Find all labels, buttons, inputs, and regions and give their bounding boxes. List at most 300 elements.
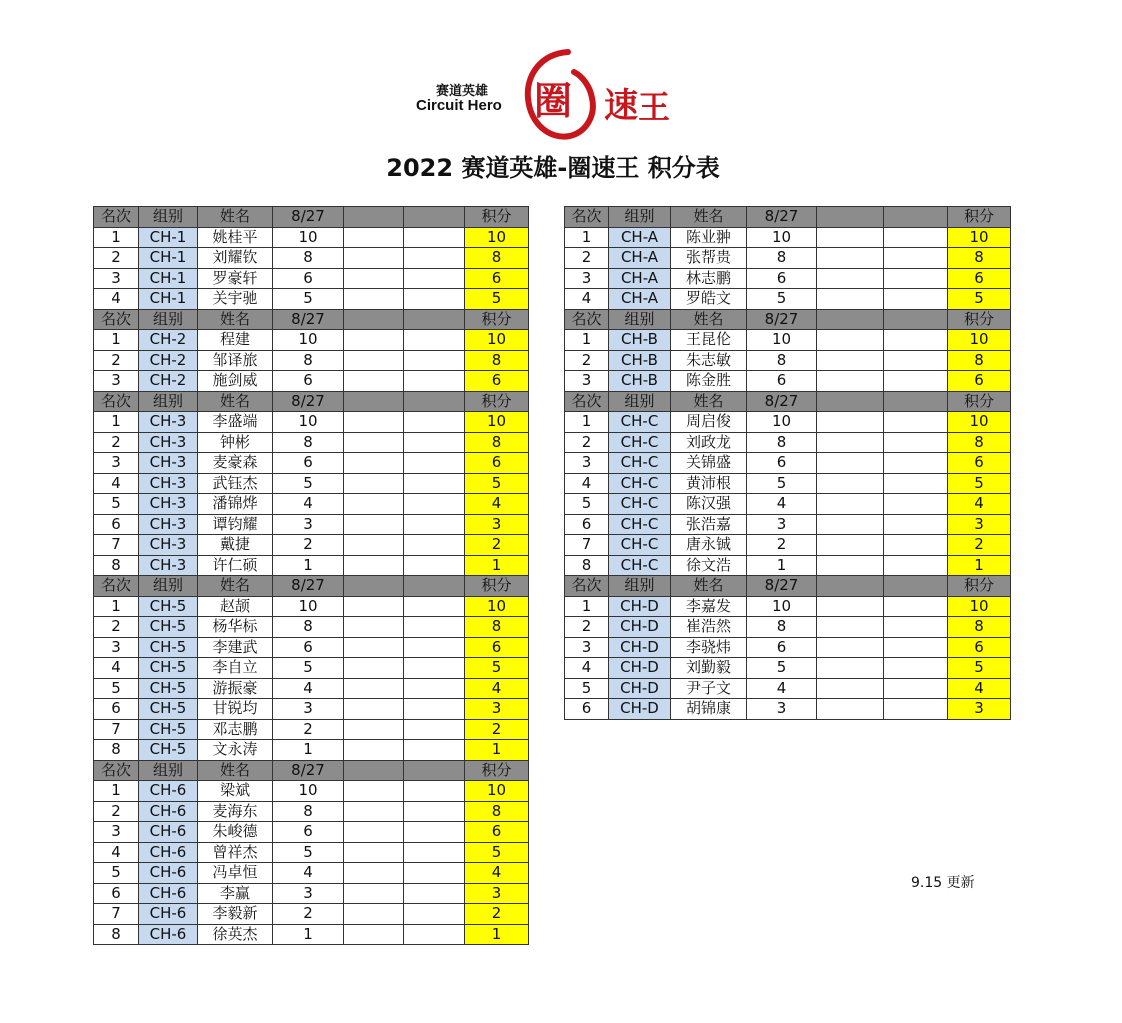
points-cell: 8 <box>465 248 529 269</box>
empty-cell <box>404 453 465 474</box>
header-group: 组别 <box>139 309 198 330</box>
score-cell: 10 <box>747 412 817 433</box>
table-row <box>565 453 1011 474</box>
rank-cell: 1 <box>94 412 139 433</box>
rank-cell: 8 <box>94 740 139 761</box>
group-cell: CH-5 <box>139 678 198 699</box>
score-cell: 5 <box>273 658 344 679</box>
empty-cell <box>344 678 404 699</box>
empty-cell <box>817 248 884 269</box>
score-cell: 5 <box>273 289 344 310</box>
name-cell: 邹译旅 <box>198 350 273 371</box>
name-cell: 罗皓文 <box>671 289 747 310</box>
score-cell: 2 <box>747 535 817 556</box>
group-cell: CH-1 <box>139 268 198 289</box>
group-cell: CH-D <box>609 699 671 720</box>
table-row <box>565 227 1011 248</box>
name-cell: 武钰杰 <box>198 473 273 494</box>
table-row <box>94 740 529 761</box>
table-row <box>94 514 529 535</box>
group-cell: CH-6 <box>139 863 198 884</box>
points-cell: 10 <box>465 596 529 617</box>
header-name: 姓名 <box>671 391 747 412</box>
group-cell: CH-6 <box>139 822 198 843</box>
logo-char-wang: 王 <box>638 88 671 126</box>
group-cell: CH-C <box>609 514 671 535</box>
table-row <box>94 453 529 474</box>
empty-cell <box>344 924 404 945</box>
rank-cell: 4 <box>565 289 609 310</box>
group-cell: CH-A <box>609 248 671 269</box>
group-cell: CH-3 <box>139 473 198 494</box>
empty-cell <box>817 289 884 310</box>
points-cell: 10 <box>948 412 1011 433</box>
score-cell: 5 <box>273 842 344 863</box>
group-cell: CH-5 <box>139 658 198 679</box>
empty-cell <box>884 637 948 658</box>
empty-cell <box>404 268 465 289</box>
name-cell: 罗豪轩 <box>198 268 273 289</box>
empty-cell <box>817 494 884 515</box>
name-cell: 戴捷 <box>198 535 273 556</box>
group-cell: CH-6 <box>139 924 198 945</box>
group-header-row <box>565 207 1011 228</box>
points-cell: 6 <box>465 822 529 843</box>
update-note: 9.15 更新 <box>911 875 975 891</box>
table-row <box>565 535 1011 556</box>
name-cell: 刘耀钦 <box>198 248 273 269</box>
header-date: 8/27 <box>273 760 344 781</box>
rank-cell: 8 <box>94 924 139 945</box>
group-cell: CH-C <box>609 412 671 433</box>
empty-cell <box>344 350 404 371</box>
empty-cell <box>344 453 404 474</box>
score-cell: 8 <box>273 617 344 638</box>
header-name: 姓名 <box>198 576 273 597</box>
header-points: 积分 <box>465 391 529 412</box>
header-name: 姓名 <box>198 309 273 330</box>
empty-cell <box>817 637 884 658</box>
empty-cell <box>344 883 404 904</box>
score-cell: 10 <box>273 781 344 802</box>
points-cell: 6 <box>465 453 529 474</box>
empty-cell <box>404 514 465 535</box>
empty-cell <box>344 555 404 576</box>
group-cell: CH-2 <box>139 330 198 351</box>
group-cell: CH-C <box>609 453 671 474</box>
rank-cell: 8 <box>94 555 139 576</box>
name-cell: 程建 <box>198 330 273 351</box>
rank-cell: 7 <box>94 535 139 556</box>
rank-cell: 2 <box>565 248 609 269</box>
name-cell: 潘锦烨 <box>198 494 273 515</box>
score-cell: 8 <box>273 350 344 371</box>
score-cell: 8 <box>273 432 344 453</box>
table-row <box>94 227 529 248</box>
score-cell: 8 <box>747 432 817 453</box>
rank-cell: 1 <box>94 596 139 617</box>
group-header-row <box>94 207 529 228</box>
table-row <box>94 781 529 802</box>
points-cell: 4 <box>948 678 1011 699</box>
empty-cell <box>817 596 884 617</box>
score-cell: 8 <box>273 801 344 822</box>
empty-cell <box>404 801 465 822</box>
empty-cell <box>817 330 884 351</box>
points-cell: 8 <box>465 617 529 638</box>
empty-cell <box>817 412 884 433</box>
name-cell: 李嘉发 <box>671 596 747 617</box>
empty-cell <box>884 248 948 269</box>
empty-cell <box>344 248 404 269</box>
table-row <box>94 842 529 863</box>
logo-en-name: Circuit Hero <box>416 97 502 114</box>
group-header-row <box>565 391 1011 412</box>
header-blank <box>404 309 465 330</box>
empty-cell <box>344 514 404 535</box>
score-cell: 4 <box>747 494 817 515</box>
name-cell: 许仁硕 <box>198 555 273 576</box>
group-cell: CH-3 <box>139 432 198 453</box>
score-cell: 6 <box>747 453 817 474</box>
rank-cell: 2 <box>94 432 139 453</box>
table-row <box>94 801 529 822</box>
header-blank <box>404 760 465 781</box>
rank-cell: 5 <box>94 863 139 884</box>
group-cell: CH-2 <box>139 350 198 371</box>
name-cell: 冯卓恒 <box>198 863 273 884</box>
logo-cn-name: 赛道英雄 <box>436 84 489 99</box>
score-cell: 8 <box>273 248 344 269</box>
table-row <box>94 658 529 679</box>
score-cell: 10 <box>273 227 344 248</box>
empty-cell <box>344 822 404 843</box>
points-cell: 1 <box>465 555 529 576</box>
name-cell: 赵颉 <box>198 596 273 617</box>
rank-cell: 3 <box>94 371 139 392</box>
points-cell: 6 <box>948 268 1011 289</box>
score-cell: 4 <box>747 678 817 699</box>
empty-cell <box>817 535 884 556</box>
group-cell: CH-5 <box>139 740 198 761</box>
empty-cell <box>404 227 465 248</box>
empty-cell <box>884 371 948 392</box>
empty-cell <box>344 330 404 351</box>
points-cell: 3 <box>948 514 1011 535</box>
rank-cell: 3 <box>94 453 139 474</box>
empty-cell <box>817 350 884 371</box>
table-row <box>94 330 529 351</box>
group-cell: CH-5 <box>139 596 198 617</box>
empty-cell <box>884 330 948 351</box>
header-name: 姓名 <box>198 391 273 412</box>
score-cell: 8 <box>747 350 817 371</box>
points-cell: 8 <box>465 432 529 453</box>
points-cell: 5 <box>465 842 529 863</box>
rank-cell: 5 <box>565 494 609 515</box>
score-cell: 1 <box>273 555 344 576</box>
name-cell: 张帮贵 <box>671 248 747 269</box>
rank-cell: 1 <box>565 412 609 433</box>
name-cell: 徐文浩 <box>671 555 747 576</box>
rank-cell: 7 <box>565 535 609 556</box>
name-cell: 李骁炜 <box>671 637 747 658</box>
empty-cell <box>884 699 948 720</box>
header-name: 姓名 <box>198 760 273 781</box>
table-row <box>94 822 529 843</box>
table-row <box>94 904 529 925</box>
group-cell: CH-3 <box>139 555 198 576</box>
header-group: 组别 <box>139 576 198 597</box>
header-rank: 名次 <box>94 760 139 781</box>
points-cell: 4 <box>465 494 529 515</box>
empty-cell <box>817 268 884 289</box>
name-cell: 谭钧耀 <box>198 514 273 535</box>
rank-cell: 2 <box>565 350 609 371</box>
empty-cell <box>817 658 884 679</box>
table-row <box>565 658 1011 679</box>
points-cell: 6 <box>948 453 1011 474</box>
empty-cell <box>404 617 465 638</box>
logo-char-su: 速 <box>604 86 638 126</box>
empty-cell <box>884 432 948 453</box>
score-cell: 6 <box>747 637 817 658</box>
header-blank <box>884 576 948 597</box>
header-group: 组别 <box>609 391 671 412</box>
score-cell: 2 <box>273 904 344 925</box>
name-cell: 朱峻德 <box>198 822 273 843</box>
group-header-row <box>94 391 529 412</box>
empty-cell <box>344 699 404 720</box>
name-cell: 胡锦康 <box>671 699 747 720</box>
score-cell: 6 <box>747 268 817 289</box>
group-header-row <box>94 576 529 597</box>
group-cell: CH-D <box>609 658 671 679</box>
name-cell: 朱志敏 <box>671 350 747 371</box>
logo-char-quan: 圈 <box>534 78 573 123</box>
group-cell: CH-5 <box>139 637 198 658</box>
rank-cell: 8 <box>565 555 609 576</box>
group-cell: CH-6 <box>139 883 198 904</box>
empty-cell <box>404 637 465 658</box>
points-cell: 3 <box>465 883 529 904</box>
score-cell: 5 <box>747 473 817 494</box>
name-cell: 崔浩然 <box>671 617 747 638</box>
rank-cell: 2 <box>94 801 139 822</box>
points-cell: 10 <box>948 596 1011 617</box>
name-cell: 钟彬 <box>198 432 273 453</box>
empty-cell <box>884 289 948 310</box>
score-cell: 10 <box>273 412 344 433</box>
empty-cell <box>884 268 948 289</box>
rank-cell: 2 <box>565 432 609 453</box>
header-blank <box>817 207 884 228</box>
group-cell: CH-D <box>609 596 671 617</box>
score-cell: 4 <box>273 678 344 699</box>
header-blank <box>344 207 404 228</box>
header-group: 组别 <box>139 207 198 228</box>
table-row <box>565 596 1011 617</box>
empty-cell <box>344 904 404 925</box>
table-row <box>565 514 1011 535</box>
name-cell: 陈汉强 <box>671 494 747 515</box>
group-cell: CH-A <box>609 268 671 289</box>
standings-table-left <box>93 206 529 945</box>
points-cell: 1 <box>948 555 1011 576</box>
empty-cell <box>884 617 948 638</box>
points-cell: 8 <box>948 432 1011 453</box>
group-cell: CH-3 <box>139 412 198 433</box>
score-cell: 10 <box>747 596 817 617</box>
name-cell: 徐英杰 <box>198 924 273 945</box>
table-row <box>94 289 529 310</box>
empty-cell <box>884 678 948 699</box>
table-row <box>565 289 1011 310</box>
empty-cell <box>344 227 404 248</box>
name-cell: 李建武 <box>198 637 273 658</box>
rank-cell: 5 <box>565 678 609 699</box>
group-cell: CH-C <box>609 432 671 453</box>
group-cell: CH-A <box>609 289 671 310</box>
points-cell: 4 <box>465 863 529 884</box>
empty-cell <box>344 268 404 289</box>
points-cell: 10 <box>948 227 1011 248</box>
empty-cell <box>344 617 404 638</box>
empty-cell <box>404 699 465 720</box>
rank-cell: 2 <box>94 617 139 638</box>
rank-cell: 4 <box>94 658 139 679</box>
score-cell: 1 <box>747 555 817 576</box>
rank-cell: 6 <box>565 699 609 720</box>
group-header-row <box>94 309 529 330</box>
group-cell: CH-6 <box>139 904 198 925</box>
table-row <box>94 412 529 433</box>
group-cell: CH-D <box>609 617 671 638</box>
points-cell: 10 <box>465 227 529 248</box>
empty-cell <box>344 371 404 392</box>
rank-cell: 3 <box>565 453 609 474</box>
table-row <box>94 248 529 269</box>
header-date: 8/27 <box>747 576 817 597</box>
table-row <box>565 432 1011 453</box>
group-cell: CH-3 <box>139 535 198 556</box>
empty-cell <box>817 227 884 248</box>
header-blank <box>884 391 948 412</box>
empty-cell <box>884 658 948 679</box>
header-date: 8/27 <box>747 207 817 228</box>
group-cell: CH-B <box>609 330 671 351</box>
empty-cell <box>404 842 465 863</box>
points-cell: 8 <box>948 617 1011 638</box>
name-cell: 杨华标 <box>198 617 273 638</box>
empty-cell <box>404 883 465 904</box>
group-cell: CH-B <box>609 371 671 392</box>
header-blank <box>817 309 884 330</box>
table-row <box>565 678 1011 699</box>
table-row <box>565 412 1011 433</box>
header-rank: 名次 <box>565 391 609 412</box>
header-points: 积分 <box>948 391 1011 412</box>
header-blank <box>404 391 465 412</box>
header-name: 姓名 <box>671 207 747 228</box>
empty-cell <box>817 473 884 494</box>
header-date: 8/27 <box>273 207 344 228</box>
group-cell: CH-2 <box>139 371 198 392</box>
group-cell: CH-6 <box>139 842 198 863</box>
rank-cell: 3 <box>565 637 609 658</box>
table-row <box>565 248 1011 269</box>
group-cell: CH-D <box>609 678 671 699</box>
rank-cell: 1 <box>94 227 139 248</box>
score-cell: 6 <box>273 637 344 658</box>
empty-cell <box>817 514 884 535</box>
header-name: 姓名 <box>671 576 747 597</box>
rank-cell: 2 <box>565 617 609 638</box>
empty-cell <box>404 432 465 453</box>
table-row <box>565 617 1011 638</box>
empty-cell <box>404 924 465 945</box>
header-blank <box>817 391 884 412</box>
table-row <box>94 699 529 720</box>
rank-cell: 3 <box>565 371 609 392</box>
table-row <box>94 883 529 904</box>
name-cell: 梁斌 <box>198 781 273 802</box>
header-blank <box>884 309 948 330</box>
empty-cell <box>344 781 404 802</box>
empty-cell <box>404 904 465 925</box>
empty-cell <box>817 371 884 392</box>
rank-cell: 1 <box>565 227 609 248</box>
score-cell: 1 <box>273 740 344 761</box>
rank-cell: 6 <box>94 883 139 904</box>
table-row <box>94 350 529 371</box>
rank-cell: 4 <box>94 289 139 310</box>
header-blank <box>884 207 948 228</box>
score-cell: 10 <box>747 227 817 248</box>
page-title: 2022 赛道英雄-圈速王 积分表 <box>386 154 720 182</box>
header-blank <box>344 309 404 330</box>
empty-cell <box>884 412 948 433</box>
header-rank: 名次 <box>94 309 139 330</box>
header-points: 积分 <box>465 760 529 781</box>
empty-cell <box>817 699 884 720</box>
name-cell: 姚桂平 <box>198 227 273 248</box>
rank-cell: 6 <box>94 699 139 720</box>
score-cell: 6 <box>273 822 344 843</box>
header-group: 组别 <box>609 309 671 330</box>
name-cell: 王昆伦 <box>671 330 747 351</box>
group-cell: CH-1 <box>139 289 198 310</box>
table-row <box>565 637 1011 658</box>
group-cell: CH-C <box>609 555 671 576</box>
rank-cell: 7 <box>94 719 139 740</box>
table-row <box>94 719 529 740</box>
rank-cell: 1 <box>565 596 609 617</box>
empty-cell <box>404 678 465 699</box>
header-points: 积分 <box>465 207 529 228</box>
name-cell: 陈金胜 <box>671 371 747 392</box>
name-cell: 陈业翀 <box>671 227 747 248</box>
table-row <box>94 494 529 515</box>
score-cell: 6 <box>747 371 817 392</box>
group-cell: CH-1 <box>139 227 198 248</box>
group-cell: CH-6 <box>139 801 198 822</box>
points-cell: 10 <box>948 330 1011 351</box>
points-cell: 5 <box>948 658 1011 679</box>
empty-cell <box>404 412 465 433</box>
group-cell: CH-5 <box>139 699 198 720</box>
header-date: 8/27 <box>273 309 344 330</box>
